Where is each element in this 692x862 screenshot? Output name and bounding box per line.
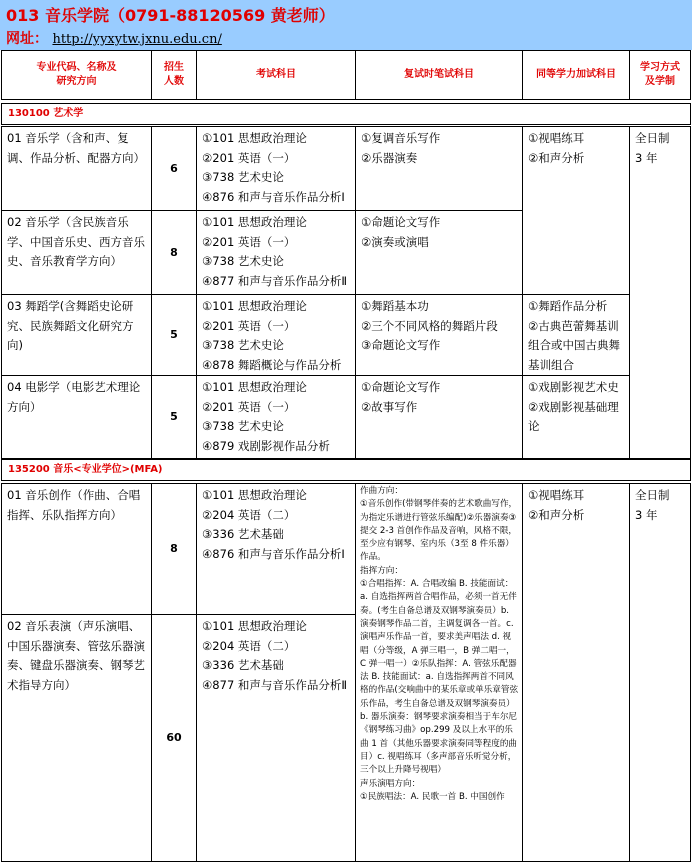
extra-item: ①舞蹈作品分析 — [528, 299, 608, 313]
extra-item: ②和声分析 — [528, 150, 585, 165]
exam-cell — [197, 615, 356, 862]
quota-cell: 8 — [152, 483, 197, 615]
retest-note-heading: 指挥方向： — [360, 565, 403, 576]
exam-item: ④878 舞蹈概论与作品分析 — [202, 357, 342, 372]
retest-item: ①舞蹈基本功 — [361, 299, 429, 313]
exam-cell — [197, 376, 356, 459]
col-extra-header: 同等学力加试科目 — [523, 50, 630, 100]
exam-item: ①101 思想政治理论 — [202, 488, 307, 502]
major-cell — [1, 211, 152, 295]
retest-note-heading: 声乐演唱方向： — [360, 778, 421, 789]
website-label: 网址： — [6, 31, 48, 47]
major-text: 03 舞蹈学(含舞蹈史论研究、民族舞蹈文化研究方向) — [7, 299, 134, 352]
exam-item: ①101 思想政治理论 — [202, 299, 307, 313]
mode-item: 全日制 — [635, 488, 670, 502]
retest-note-text: ①合唱指挥：A. 合唱改编 B. 技能面试：a. 自选指挥两首合唱作品，必须一首无伴奏。(考生自备总谱及双钢琴演奏员）b. 演奏钢琴作品二首，主调复调各一首。c. 演唱声乐作品一首，要求美声唱法 d. 视唱（分等级，A 弹三唱一，B 弹二唱一，C 弹一唱一）②乐队指挥：A. 管弦乐配器法 B. 技能面试：a. 自选指挥两首不同风格的作品(交响曲中的某乐章或单乐章管弦乐作品，考生自备总谱及双钢琴演奏员）b. 器乐演奏：钢琴要求演奏相当于车尔尼《钢琴练习曲》op.299 及以上水平的乐曲 1 首（其他乐器要求演奏同等程度的曲目）c. 视唱练耳（多声部音乐听觉分析，三个以上升降号视唱） — [360, 579, 519, 776]
exam-item: ①101 思想政治理论 — [202, 215, 307, 229]
col-mode-header — [630, 50, 691, 100]
extra-cell — [523, 126, 630, 295]
section-title-arts: 130100 艺术学 — [1, 103, 691, 125]
exam-item: ③738 艺术史论 — [202, 419, 284, 433]
retest-cell — [356, 295, 523, 376]
col-exam-header: 考试科目 — [197, 50, 356, 100]
mode-cell — [630, 483, 691, 862]
website-link[interactable]: http://yyxytw.jxnu.edu.cn/ — [52, 32, 222, 47]
retest-note-text: ①民族唱法：A. 民歌一首 B. 中国创作 — [360, 791, 505, 802]
col-major-header — [1, 50, 152, 100]
exam-item: ②201 英语（一） — [202, 399, 296, 414]
exam-item: ④877 和声与音乐作品分析Ⅱ — [202, 677, 348, 692]
mode-item: 3 年 — [635, 150, 658, 165]
school-title: 013 音乐学院（0791-88120569 黄老师） — [6, 6, 335, 25]
quota-cell: 8 — [152, 211, 197, 295]
exam-item: ④876 和声与音乐作品分析Ⅰ — [202, 546, 345, 561]
extra-cell — [523, 376, 630, 459]
retest-item: ②故事写作 — [361, 399, 418, 414]
exam-item: ②201 英语（一） — [202, 234, 296, 249]
col-quota-line2: 人数 — [164, 76, 184, 87]
major-text: 04 电影学（电影艺术理论方向） — [7, 380, 141, 414]
exam-item: ③336 艺术基础 — [202, 527, 284, 541]
mode-item: 全日制 — [635, 131, 670, 145]
exam-item: ③738 艺术史论 — [202, 254, 284, 268]
major-text: 01 音乐创作（作曲、合唱指挥、乐队指挥方向） — [7, 488, 141, 522]
extra-item: ①视唱练耳 — [528, 488, 585, 502]
exam-item: ②204 英语（二） — [202, 507, 296, 522]
retest-item: ①命题论文写作 — [361, 215, 441, 229]
major-cell — [1, 126, 152, 211]
exam-item: ②201 英语（一） — [202, 150, 296, 165]
col-major-line2: 研究方向 — [56, 76, 97, 87]
retest-note-heading: 作曲方向： — [360, 486, 403, 496]
exam-item: ③738 艺术史论 — [202, 170, 284, 184]
major-text: 01 音乐学（含和声、复调、作品分析、配器方向） — [7, 131, 145, 165]
col-mode-line1: 学习方式 — [640, 62, 680, 73]
col-mode-line2: 及学制 — [645, 76, 675, 87]
extra-item: ①戏剧影视艺术史 — [528, 380, 619, 394]
major-text: 02 音乐表演（声乐演唱、中国乐器演奏、管弦乐器演奏、键盘乐器演奏、钢琴艺术指导方向） — [7, 619, 145, 692]
extra-item: ②古典芭蕾舞基训组合或中国古典舞基训组合 — [528, 318, 620, 372]
col-retest-header: 复试时笔试科目 — [356, 50, 523, 100]
mode-cell — [630, 126, 691, 459]
retest-item: ③命题论文写作 — [361, 338, 441, 352]
major-cell — [1, 615, 152, 862]
exam-item: ②201 英语（一） — [202, 318, 296, 333]
col-major-line1: 专业代码、名称及 — [36, 62, 117, 73]
exam-cell — [197, 483, 356, 615]
quota-cell: 5 — [152, 295, 197, 376]
exam-item: ①101 思想政治理论 — [202, 619, 307, 633]
exam-item: ①101 思想政治理论 — [202, 380, 307, 394]
extra-item: ①视唱练耳 — [528, 131, 585, 145]
extra-cell — [523, 483, 630, 862]
retest-item: ①命题论文写作 — [361, 380, 441, 394]
retest-cell — [356, 211, 523, 295]
major-text: 02 音乐学（含民族音乐学、中国音乐史、西方音乐史、音乐教育学方向） — [7, 215, 145, 268]
exam-item: ④877 和声与音乐作品分析Ⅱ — [202, 273, 348, 288]
exam-cell — [197, 295, 356, 376]
quota-cell: 60 — [152, 615, 197, 862]
exam-cell — [197, 126, 356, 211]
col-quota-line1: 招生 — [164, 62, 184, 73]
retest-item: ①复调音乐写作 — [361, 131, 441, 145]
exam-item: ④876 和声与音乐作品分析Ⅰ — [202, 189, 345, 204]
section-title-mfa: 135200 音乐<专业学位>(MFA) — [1, 459, 691, 481]
retest-item: ②演奏或演唱 — [361, 234, 429, 249]
exam-cell — [197, 211, 356, 295]
major-cell — [1, 295, 152, 376]
extra-cell — [523, 295, 630, 376]
col-quota-header — [152, 50, 197, 100]
quota-cell: 5 — [152, 376, 197, 459]
exam-item: ③336 艺术基础 — [202, 658, 284, 672]
mode-item: 3 年 — [635, 507, 658, 522]
retest-note-text: ①音乐创作(带钢琴伴奏的艺术歌曲写作，为指定乐谱进行管弦乐编配)②乐器演奏③提交 2-3 首创作作品及音响，风格不限，至少应有钢琴、室内乐（3至 8 件乐器）作品。 — [360, 499, 518, 563]
retest-note-cell — [356, 483, 523, 862]
retest-item: ②乐器演奏 — [361, 150, 418, 165]
retest-item: ②三个不同风格的舞蹈片段 — [361, 318, 498, 333]
extra-item: ②戏剧影视基础理论 — [528, 399, 619, 433]
exam-item: ①101 思想政治理论 — [202, 131, 307, 145]
exam-item: ④879 戏剧影视作品分析 — [202, 438, 330, 453]
exam-item: ②204 英语（二） — [202, 638, 296, 653]
retest-cell — [356, 376, 523, 459]
retest-cell — [356, 126, 523, 211]
major-cell — [1, 483, 152, 615]
extra-item: ②和声分析 — [528, 507, 585, 522]
quota-cell: 6 — [152, 126, 197, 211]
major-cell — [1, 376, 152, 459]
exam-item: ③738 艺术史论 — [202, 338, 284, 352]
